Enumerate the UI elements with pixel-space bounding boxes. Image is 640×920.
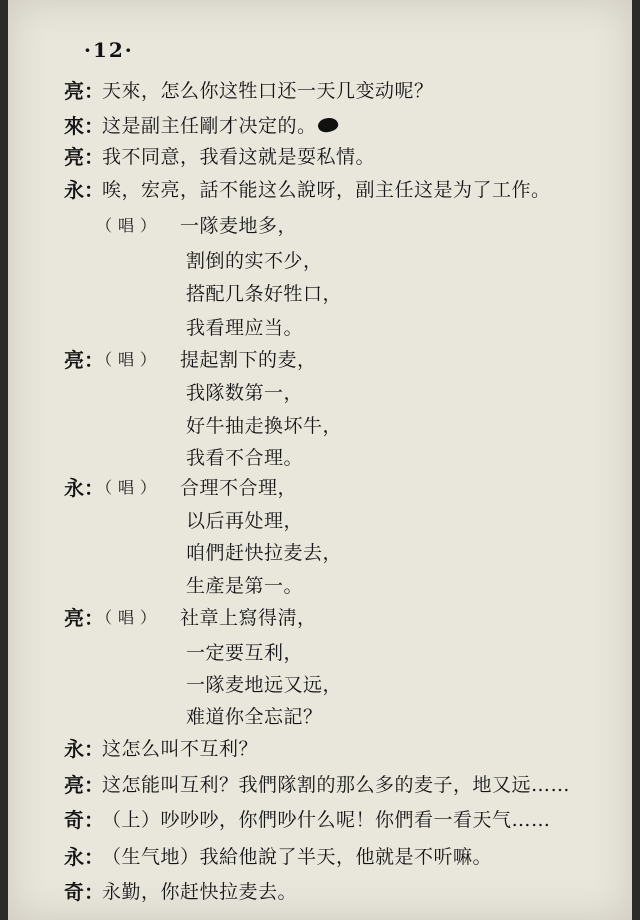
line-text: （上）吵吵吵，你們吵什么呢！你們看一看天气…… xyxy=(102,809,551,831)
line-text: 难道你全忘記？ xyxy=(186,706,323,728)
speaker-label: 永： xyxy=(64,845,104,869)
line-text: 这是副主任剛才决定的。 xyxy=(102,115,317,137)
line-text: 以后再处理， xyxy=(186,510,304,532)
speaker-label: 永： xyxy=(64,178,104,202)
line-text: 这怎能叫互利？我們隊割的那么多的麦子，地又远…… xyxy=(102,774,571,796)
line-text: 一定要互利， xyxy=(186,642,304,664)
line-text: 唉，宏亮，話不能这么說呀，副主任这是为了工作。 xyxy=(102,179,551,201)
ink-smudge xyxy=(316,115,339,134)
line-text: 一隊麦地远又远， xyxy=(186,674,343,696)
line-text: 我看理应当。 xyxy=(186,317,304,339)
stage-direction: （唱） xyxy=(96,350,163,369)
line-text: 咱們赶快拉麦去， xyxy=(186,542,343,564)
speaker-label: 永： xyxy=(64,737,104,761)
line-text: 割倒的实不少， xyxy=(186,250,323,272)
speaker-label: 亮： xyxy=(64,348,104,372)
line-text: 我不同意，我看这就是耍私情。 xyxy=(102,146,376,168)
speaker-label: 奇： xyxy=(64,808,104,832)
speaker-label: 亮： xyxy=(64,606,104,630)
line-text: 一隊麦地多， xyxy=(180,215,298,237)
speaker-label: 來： xyxy=(64,114,104,138)
line-text: 这怎么叫不互利？ xyxy=(102,738,259,760)
script-page xyxy=(8,0,632,920)
speaker-label: 奇： xyxy=(64,880,104,904)
line-text: 生產是第一。 xyxy=(186,575,304,597)
line-text: 好牛抽走換坏牛， xyxy=(186,415,343,437)
stage-direction: （唱） xyxy=(96,478,163,497)
speaker-label: 亮： xyxy=(64,145,104,169)
line-text: 永勤，你赶快拉麦去。 xyxy=(102,881,298,903)
line-text: 我看不合理。 xyxy=(186,447,304,469)
stage-direction: （唱） xyxy=(96,608,163,627)
stage-direction: （唱） xyxy=(96,216,163,235)
line-text: 提起割下的麦， xyxy=(180,349,317,371)
line-text: （生气地）我給他說了半天，他就是不听嘛。 xyxy=(102,846,493,868)
speaker-label: 亮： xyxy=(64,773,104,797)
page-number: ·12· xyxy=(84,38,134,62)
line-text: 社章上寫得淸， xyxy=(180,607,317,629)
line-text: 搭配几条好牲口， xyxy=(186,283,343,305)
line-text: 合理不合理， xyxy=(180,477,298,499)
speaker-label: 永： xyxy=(64,476,104,500)
line-text: 天來，怎么你这牲口还一天几变动呢？ xyxy=(102,80,434,102)
line-text: 我隊数第一， xyxy=(186,382,304,404)
speaker-label: 亮： xyxy=(64,79,104,103)
